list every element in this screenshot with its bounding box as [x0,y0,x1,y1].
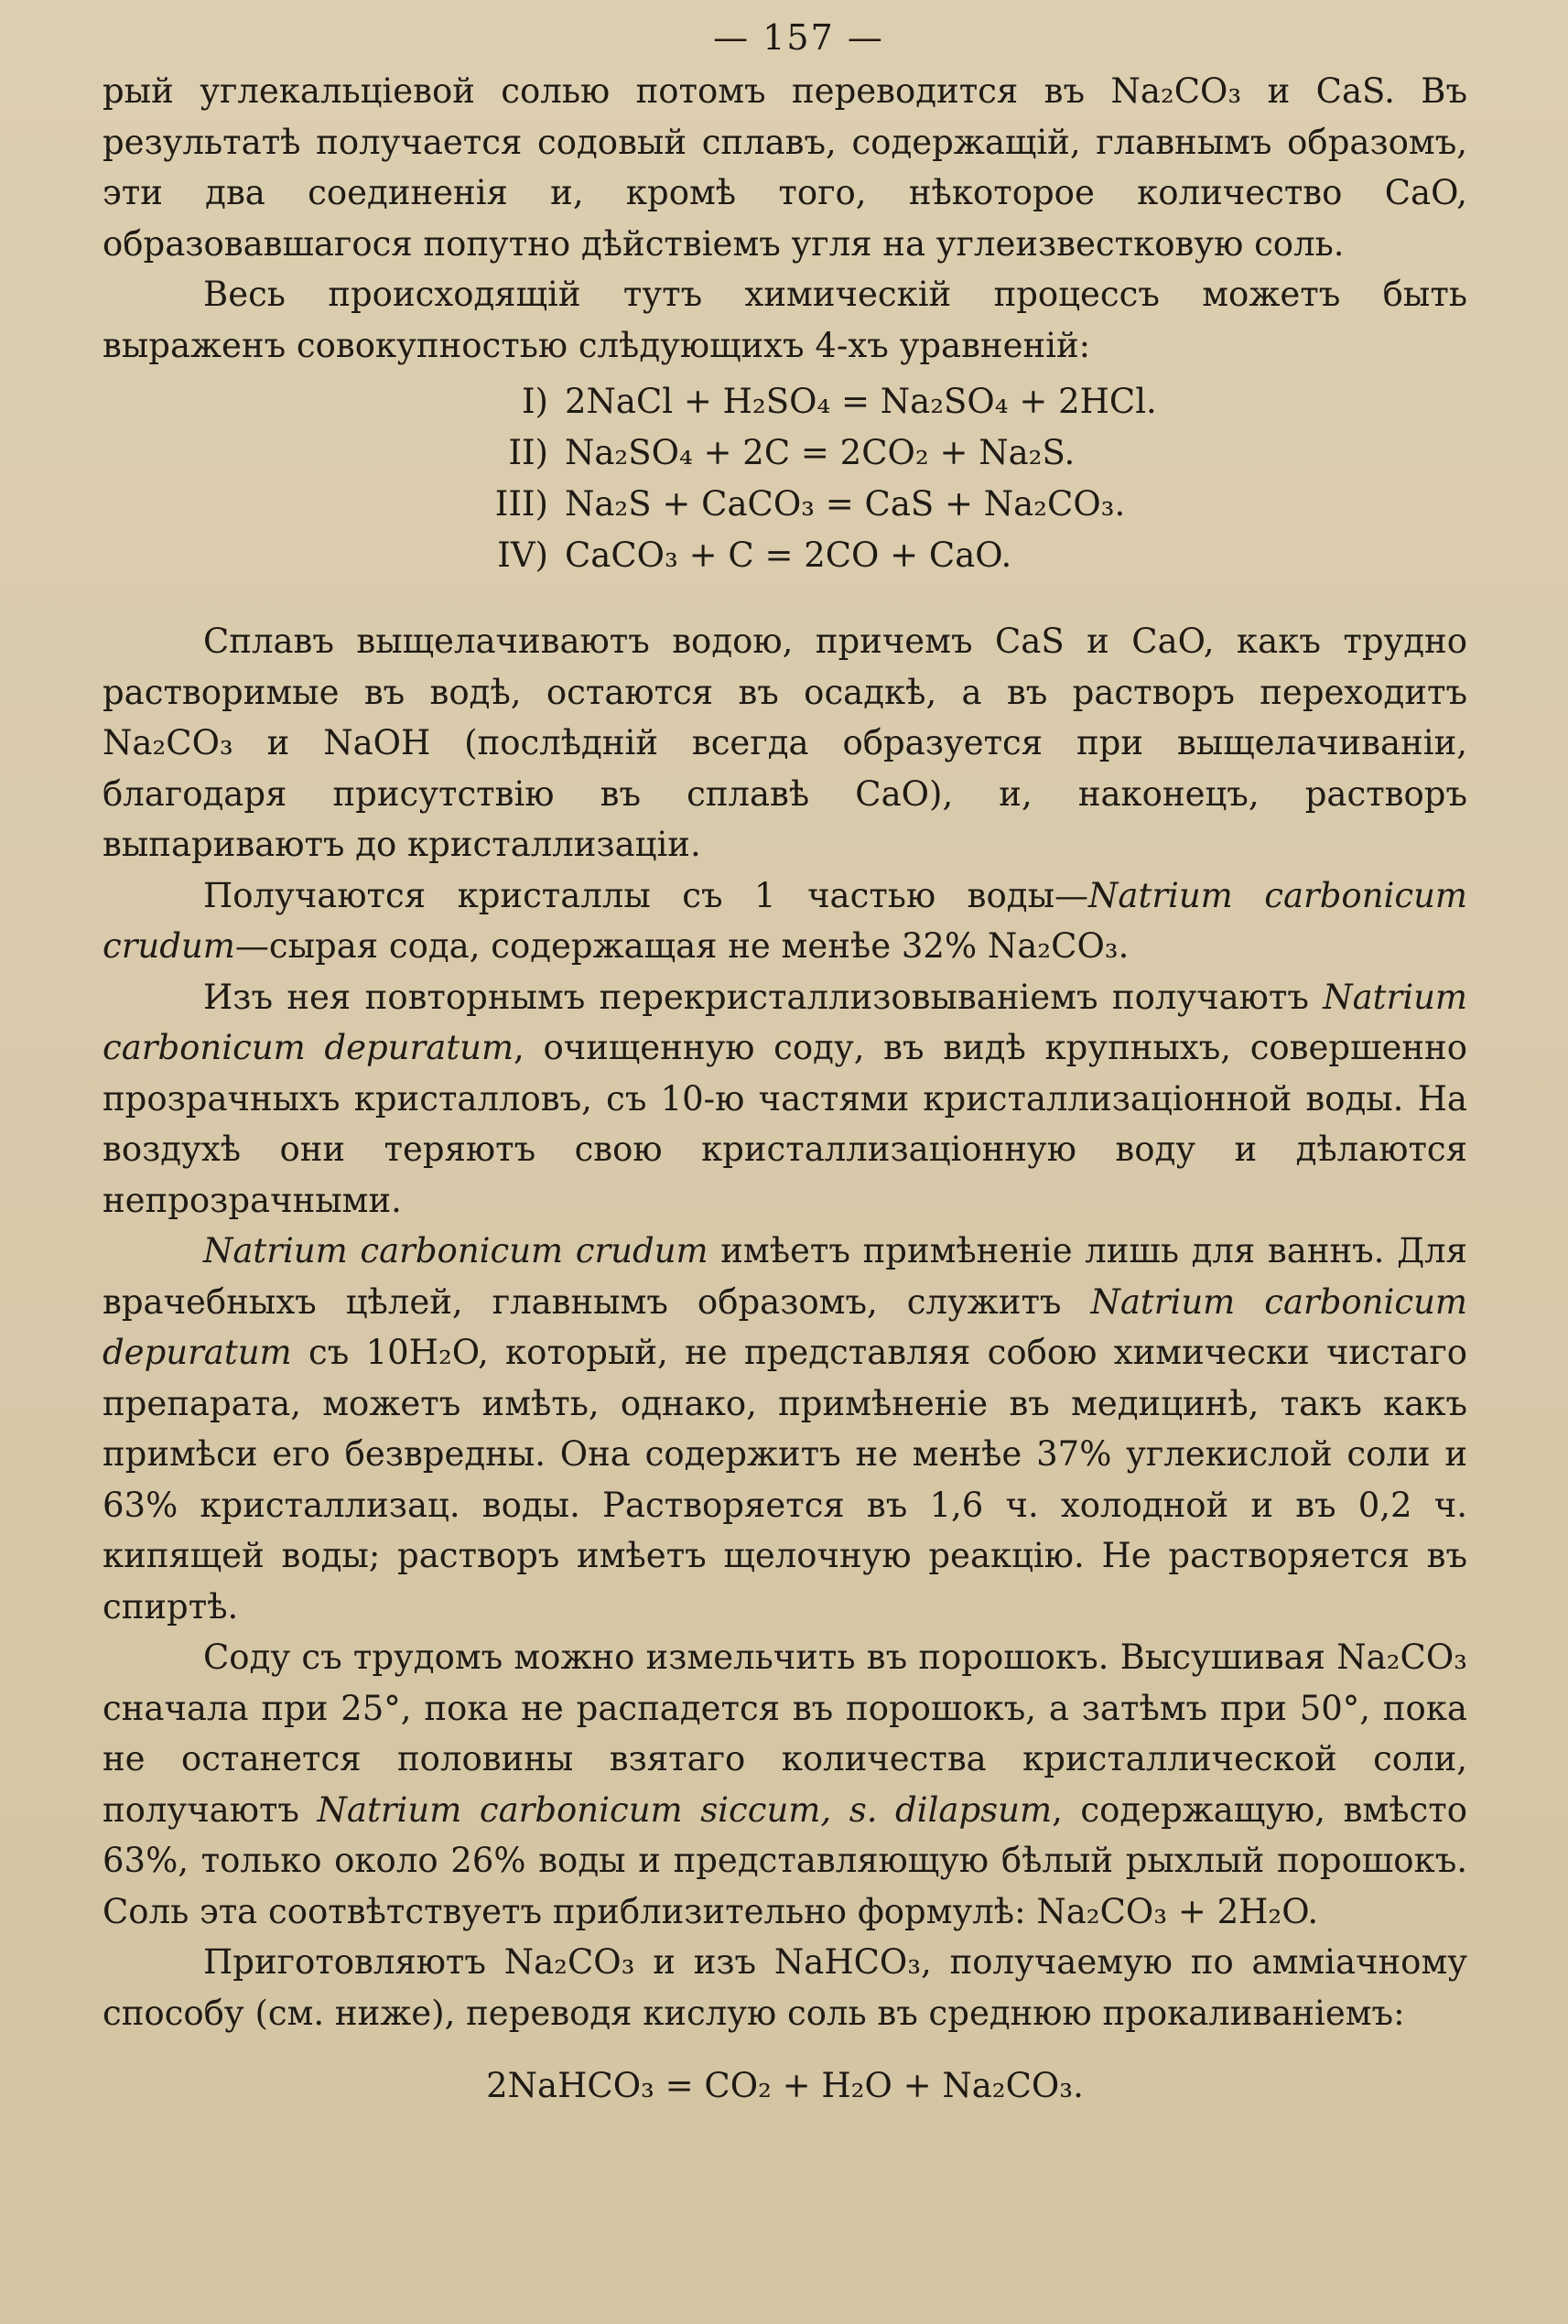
equation-label: IV) [497,535,548,575]
equation: Na₂S + CaCO₃ = CaS + Na₂CO₃. [565,484,1126,524]
paragraph [103,1226,1467,1632]
paragraph [103,870,1467,972]
equation: Na₂SO₄ + 2C = 2CO₂ + Na₂S. [565,433,1076,472]
latin-term: Natrium carbonicum depuratum [103,977,1467,1067]
final-equation: 2NaHCO₃ = CO₂ + H₂O + Na₂CO₃. [486,2066,1084,2105]
text-run: , содержащую, вмѣсто 63%, только около 26% воды и представляющую бѣлый рыхлый порошокъ. Соль эта соотвѣтствуетъ приблизительно формулѣ: Na₂CO₃ + 2H₂O. [103,1789,1467,1931]
paragraph: Сплавъ выщелачиваютъ водою, причемъ CaS и CaO, какъ трудно растворимые въ водѣ, остаются въ осадкѣ, а въ растворъ переходитъ Na₂CO₃ и NaOH (послѣднiй всегда образуется при выщелачиванiи, благодаря присутствiю въ сплавѣ CaO), и, наконецъ, растворъ выпариваютъ до кристаллизацiи. [103,622,1467,864]
text-run: съ 10H₂O, который, не представляя собою химически чистаго препарата, можетъ имѣть, однако, примѣненiе въ медицинѣ, такъ какъ примѣси его безвредны. Она содержитъ не менѣе 37% углекислой соли и 63% кристаллизац. воды. Растворяется въ 1,6 ч. холодной и въ 0,2 ч. кипящей воды; растворъ имѣетъ щелочную реакцiю. Не растворяется въ спиртѣ. [103,1333,1467,1627]
text-run: —сырая сода, содержащая не менѣе 32% Na₂CO₃. [234,926,1130,966]
spacer [103,590,1467,616]
text-run: Изъ нея повторнымъ перекристаллизовыванiемъ получаютъ [203,977,1324,1017]
text-run: , очищенную соду, въ видѣ крупныхъ, совершенно прозрачныхъ кристалловъ, съ 10-ю частями кристаллизацiонной воды. На воздухѣ они теряютъ свою кристаллизацiонную воду и дѣлаются непрозрачными. [103,1028,1467,1220]
equation-label: III) [494,484,548,524]
equation-row [103,530,1467,581]
latin-term: Natrium carbonicum crudum [103,875,1467,966]
text-run: Получаются кристаллы съ 1 частью воды— [203,875,1089,915]
latin-term: Natrium carbonicum siccum, s. dilapsum [317,1789,1053,1830]
equation-label: II) [508,433,548,472]
paragraph [103,972,1467,1227]
latin-term: Natrium carbonicum depuratum [103,1281,1467,1372]
page-text [103,66,1467,2113]
equation-label: I) [521,382,548,421]
equation-row [103,376,1467,427]
text-run: Соду съ трудомъ можно измельчить въ порошокъ. Высушивая Na₂CO₃ сначала при 25°, пока не распадется въ порошокъ, а затѣмъ при 50°, пока не останется половины взятаго количества кристаллической соли, получаютъ [103,1638,1467,1830]
paragraph: Весь происходящiй тутъ химическiй процессъ можетъ быть выраженъ совокупностью слѣдующихъ 4-хъ уравненiй: [103,275,1467,365]
equation-list [103,376,1467,581]
equation-row [103,427,1467,479]
text-run: имѣетъ примѣненiе лишь для ваннъ. Для врачебныхъ цѣлей, главнымъ образомъ, служитъ [103,1231,1467,1322]
equation: CaCO₃ + C = 2CO + CaO. [565,535,1012,575]
paragraph [103,1632,1467,1937]
paragraph: Приготовляютъ Na₂CO₃ и изъ NaHCO₃, получаемую по аммiачному способу (см. ниже), переводя кислую соль въ среднюю прокаливанiемъ: [103,1942,1467,2033]
page-number: — 157 — [713,17,884,58]
equation-row [103,479,1467,530]
paragraph: рый углекальцiевой солью потомъ переводится въ Na₂CO₃ и CaS. Въ результатѣ получается содовый сплавъ, содержащiй, главнымъ образомъ, эти два соединенiя и, кромѣ того, нѣкоторое количество CaO, образовавшагося попутно дѣйствiемъ угля на углеизвестковую соль. [103,71,1467,264]
latin-term: Natrium carbonicum crudum [203,1231,708,1270]
equation: 2NaCl + H₂SO₄ = Na₂SO₄ + 2HCl. [565,382,1157,421]
